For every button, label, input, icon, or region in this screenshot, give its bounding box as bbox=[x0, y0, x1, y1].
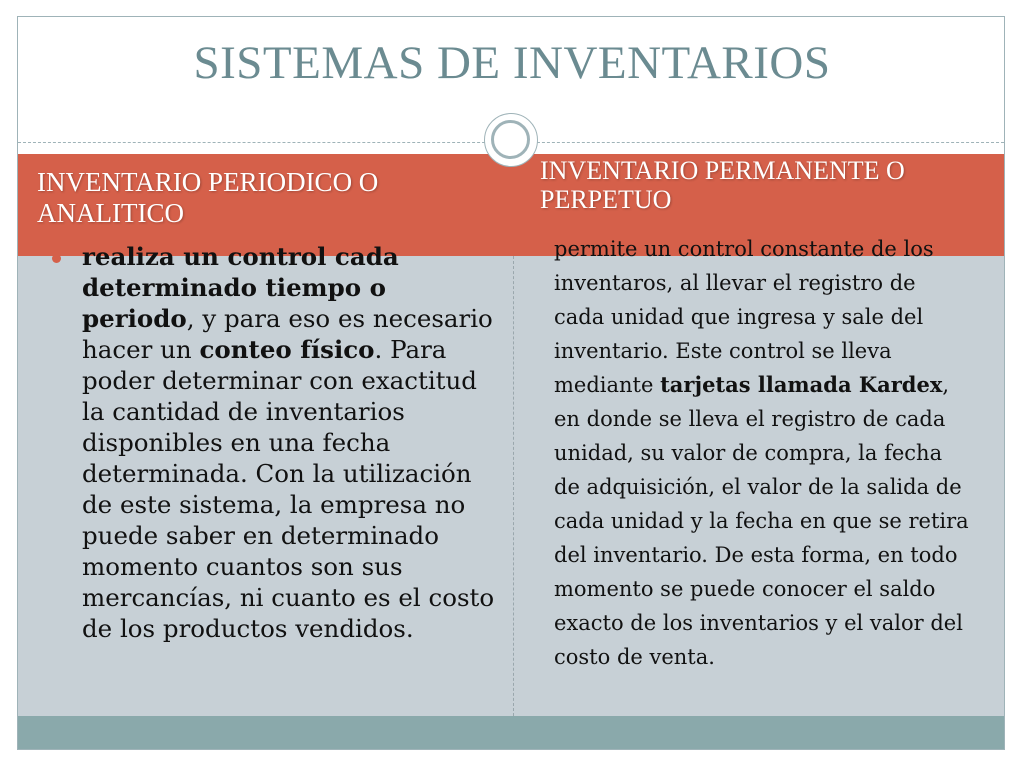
slide-title: SISTEMAS DE INVENTARIOS bbox=[193, 37, 831, 89]
left-column-heading: INVENTARIO PERIODICO O ANALITICO bbox=[37, 167, 379, 228]
text-segment: , en donde se lleva el registro de cada unidad, su valor de compra, la fecha de adquisición, el valor de la salida de cada unidad y la fecha en que se retira del inventario. De esta forma, en todo momento se puede conocer el saldo exacto de los inventarios y el valor del costo de venta. bbox=[554, 373, 969, 669]
text-segment-bold: realiza un control cada determinado tiempo o periodo bbox=[82, 242, 399, 333]
left-bullet-text bbox=[82, 242, 494, 643]
bullet-dot-icon bbox=[52, 254, 61, 263]
text-segment: . Para poder determinar con exactitud la cantidad de inventarios disponibles en una fecha determinada. Con la utilización de este sistema, la empresa no puede saber en determinado momento cuantos son sus mercancías, ni cuanto es el costo de los productos vendidos. bbox=[82, 335, 495, 643]
left-column-body bbox=[50, 241, 498, 644]
ring-ornament-icon bbox=[484, 113, 538, 167]
text-segment: permite un control constante de los inventaros, al llevar el registro de cada unidad que ingresa y sale del inventario. Este control se lleva mediante bbox=[554, 237, 934, 397]
text-segment: , y para eso es necesario hacer un bbox=[82, 304, 493, 364]
footer-band bbox=[18, 716, 1004, 749]
left-bullet-item bbox=[50, 241, 498, 644]
column-divider bbox=[513, 256, 514, 716]
right-column-body bbox=[554, 232, 970, 674]
text-segment-bold: tarjetas llamada Kardex bbox=[660, 372, 943, 397]
text-segment-bold: conteo físico bbox=[199, 335, 375, 364]
right-column-heading: INVENTARIO PERMANENTE O PERPETUO bbox=[540, 156, 905, 214]
